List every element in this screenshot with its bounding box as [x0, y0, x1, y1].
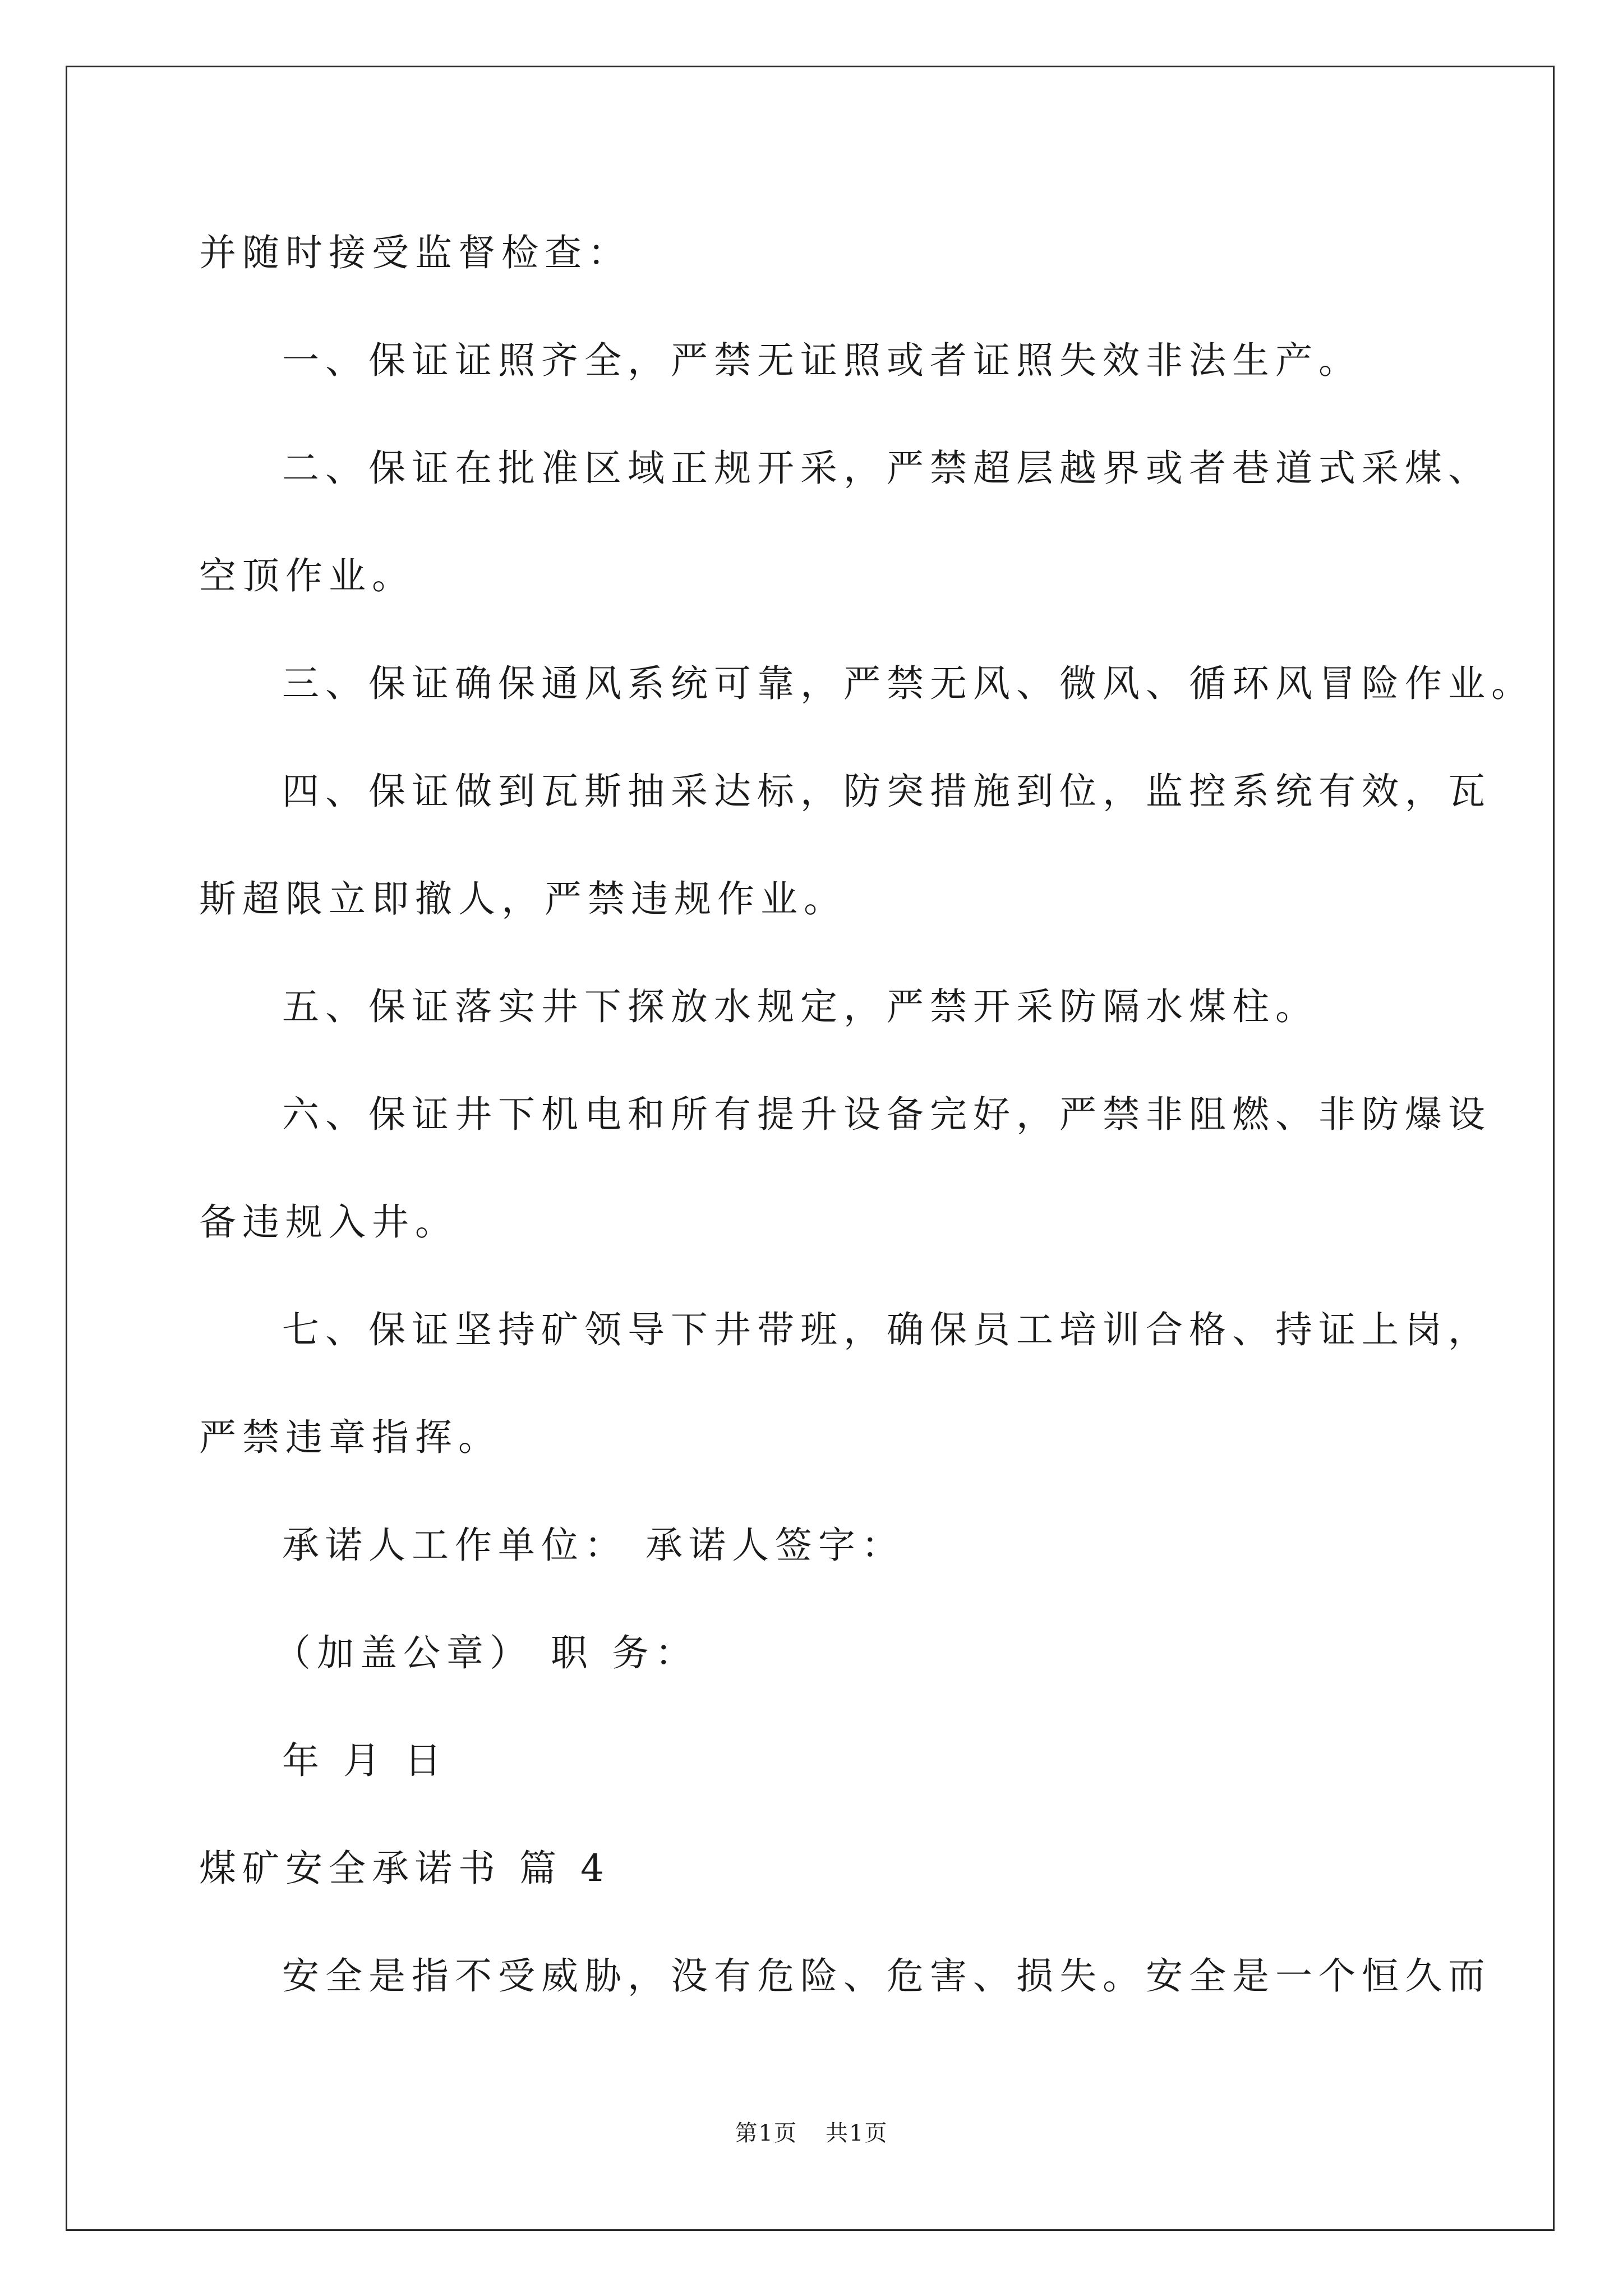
- text-line: 严禁违章指挥。: [199, 1416, 501, 1459]
- section-heading: [199, 1847, 610, 1890]
- page-total: 共1页: [826, 2120, 888, 2146]
- text-line: 三、保证确保通风系统可靠，严禁无风、微风、循环风冒险作业。: [282, 662, 1534, 705]
- seal-line: [274, 1631, 698, 1674]
- text-line: 二、保证在批准区域正规开采，严禁超层越界或者巷道式采煤、: [282, 447, 1491, 490]
- unit-label: 承诺人工作单位：: [282, 1524, 628, 1567]
- page-footer: [0, 2122, 1623, 2145]
- text-line: 安全是指不受威胁，没有危险、危害、损失。安全是一个恒久而: [282, 1954, 1491, 1998]
- page-current: 第1页: [735, 2120, 797, 2146]
- seal-label: （加盖公章）: [274, 1631, 533, 1674]
- sign-label: 承诺人签字：: [645, 1524, 905, 1567]
- text-line: 空顶作业。: [199, 554, 415, 597]
- section-number: 篇 4: [519, 1847, 610, 1890]
- position-label: 职 务：: [551, 1631, 698, 1674]
- page-border: [66, 66, 1555, 2231]
- year-label: 年: [282, 1739, 325, 1782]
- text-line: 四、保证做到瓦斯抽采达标，防突措施到位，监控系统有效，瓦: [282, 770, 1491, 813]
- signature-line: [282, 1524, 905, 1567]
- section-title: 煤矿安全承诺书: [199, 1847, 501, 1890]
- text-line: 七、保证坚持矿领导下井带班，确保员工培训合格、持证上岗，: [282, 1308, 1491, 1351]
- text-line: 六、保证井下机电和所有提升设备完好，严禁非阻燃、非防爆设: [282, 1093, 1491, 1136]
- text-line: 五、保证落实井下探放水规定，严禁开采防隔水煤柱。: [282, 985, 1318, 1028]
- month-label: 月: [343, 1739, 386, 1782]
- date-line: [282, 1739, 448, 1782]
- text-line: 备违规入井。: [199, 1200, 458, 1244]
- text-line: 一、保证证照齐全，严禁无证照或者证照失效非法生产。: [282, 339, 1362, 382]
- day-label: 日: [404, 1739, 448, 1782]
- text-line: 斯超限立即撤人，严禁违规作业。: [199, 877, 847, 921]
- text-line: 并随时接受监督检查：: [199, 231, 631, 274]
